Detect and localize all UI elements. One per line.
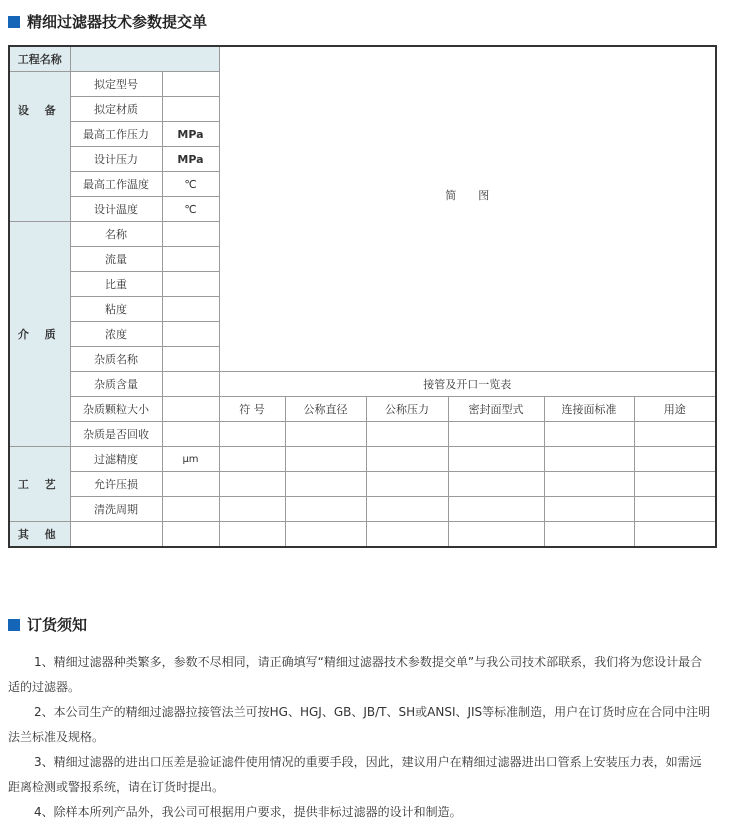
param-value-field[interactable] [162,72,219,97]
nozzle-cell[interactable] [285,472,366,497]
param-value-field[interactable] [162,322,219,347]
param-value-field[interactable] [162,397,219,422]
nozzle-cell[interactable] [544,497,634,522]
nozzle-header: 公称直径 [285,397,366,422]
nozzle-cell[interactable] [634,447,716,472]
nozzle-table-title: 接管及开口一览表 [219,372,716,397]
nozzle-cell[interactable] [634,472,716,497]
process-row [9,472,716,497]
form-title: 精细过滤器技术参数提交单 [27,13,208,31]
param-value-field[interactable] [162,297,219,322]
nozzle-cell[interactable] [634,497,716,522]
param-value-field[interactable] [162,222,219,247]
spec-form-table [8,45,717,548]
group-medium: 介 质 [9,222,70,447]
nozzle-cell[interactable] [285,422,366,447]
medium-row [9,397,716,422]
diagram-label: 简 图 [445,189,490,202]
group-equipment: 设 备 [9,72,70,222]
form-section-heading [8,11,207,32]
order-note: 3、精细过滤器的进出口压差是验证滤件使用情况的重要手段，因此，建议用户在精细过滤器进出口管系上安装压力表，如需远距离检测或警报系统，请在订货时提出。 [8,755,702,794]
param-label: 粘度 [70,297,162,322]
param-value-field[interactable] [162,347,219,372]
nozzle-cell[interactable] [219,522,285,548]
nozzle-cell[interactable] [448,447,544,472]
param-value-field[interactable]: µm [162,447,219,472]
param-value-field[interactable]: ℃ [162,197,219,222]
nozzle-cell[interactable] [544,447,634,472]
param-label: 设计温度 [70,197,162,222]
param-value-field[interactable] [162,97,219,122]
param-label: 浓度 [70,322,162,347]
param-value-field[interactable] [162,372,219,397]
nozzle-header: 连接面标准 [544,397,634,422]
param-value-field[interactable] [162,422,219,447]
param-label: 名称 [70,222,162,247]
param-label: 杂质含量 [70,372,162,397]
param-value-field[interactable]: MPa [162,147,219,172]
nozzle-cell[interactable] [448,497,544,522]
param-label: 清洗周期 [70,497,162,522]
nozzle-header: 符 号 [219,397,285,422]
nozzle-cell[interactable] [366,422,448,447]
blue-square-icon [8,619,20,631]
nozzle-cell[interactable] [634,422,716,447]
param-value-field[interactable] [162,247,219,272]
order-note: 1、精细过滤器种类繁多，参数不尽相同，请正确填写“精细过滤器技术参数提交单”与我公司技术部联系，我们将为您设计最合适的过滤器。 [8,655,703,694]
nozzle-header: 公称压力 [366,397,448,422]
group-process: 工 艺 [9,447,70,522]
order-notes [8,650,713,825]
nozzle-cell[interactable] [285,497,366,522]
param-value-field[interactable] [162,272,219,297]
param-label: 允许压损 [70,472,162,497]
nozzle-header: 用途 [634,397,716,422]
process-row [9,497,716,522]
param-value-field[interactable]: MPa [162,122,219,147]
param-label: 拟定型号 [70,72,162,97]
nozzle-cell[interactable] [544,472,634,497]
nozzle-cell[interactable] [219,422,285,447]
order-section-heading [8,614,87,635]
nozzle-cell[interactable] [366,447,448,472]
param-label: 杂质名称 [70,347,162,372]
param-label: 拟定材质 [70,97,162,122]
project-name-label: 工程名称 [9,46,70,72]
param-value-field[interactable] [162,497,219,522]
nozzle-cell[interactable] [285,447,366,472]
project-name-row [9,46,716,72]
order-note: 4、除样本所列产品外，我公司可根据用户要求，提供非标过滤器的设计和制造。 [34,805,462,819]
nozzle-cell[interactable] [366,522,448,548]
nozzle-header: 密封面型式 [448,397,544,422]
nozzle-cell[interactable] [285,522,366,548]
nozzle-cell[interactable] [219,447,285,472]
param-label: 过滤精度 [70,447,162,472]
medium-row [9,372,716,397]
nozzle-cell[interactable] [544,422,634,447]
nozzle-cell[interactable] [219,497,285,522]
param-label: 比重 [70,272,162,297]
order-note: 2、本公司生产的精细过滤器拉接管法兰可按HG、HGJ、GB、JB/T、SH或ANSI、JIS等标准制造，用户在订货时应在合同中注明法兰标准及规格。 [8,705,711,744]
nozzle-cell[interactable] [544,522,634,548]
group-other: 其 他 [9,522,70,548]
param-value-field[interactable]: ℃ [162,172,219,197]
param-label: 流量 [70,247,162,272]
param-label: 杂质颗粒大小 [70,397,162,422]
nozzle-cell[interactable] [366,497,448,522]
nozzle-cell[interactable] [448,522,544,548]
other-row [9,522,716,548]
nozzle-cell[interactable] [448,472,544,497]
param-label: 设计压力 [70,147,162,172]
nozzle-cell[interactable] [634,522,716,548]
param-label: 最高工作压力 [70,122,162,147]
order-title: 订货须知 [27,616,88,634]
nozzle-cell[interactable] [219,472,285,497]
blue-square-icon [8,16,20,28]
process-row [9,447,716,472]
medium-row [9,422,716,447]
param-label: 最高工作温度 [70,172,162,197]
other-field[interactable] [162,522,219,548]
diagram-area[interactable] [219,46,716,372]
nozzle-cell[interactable] [366,472,448,497]
nozzle-cell[interactable] [448,422,544,447]
other-field[interactable] [70,522,162,548]
param-label: 杂质是否回收 [70,422,162,447]
project-name-field[interactable] [70,46,219,72]
param-value-field[interactable] [162,472,219,497]
